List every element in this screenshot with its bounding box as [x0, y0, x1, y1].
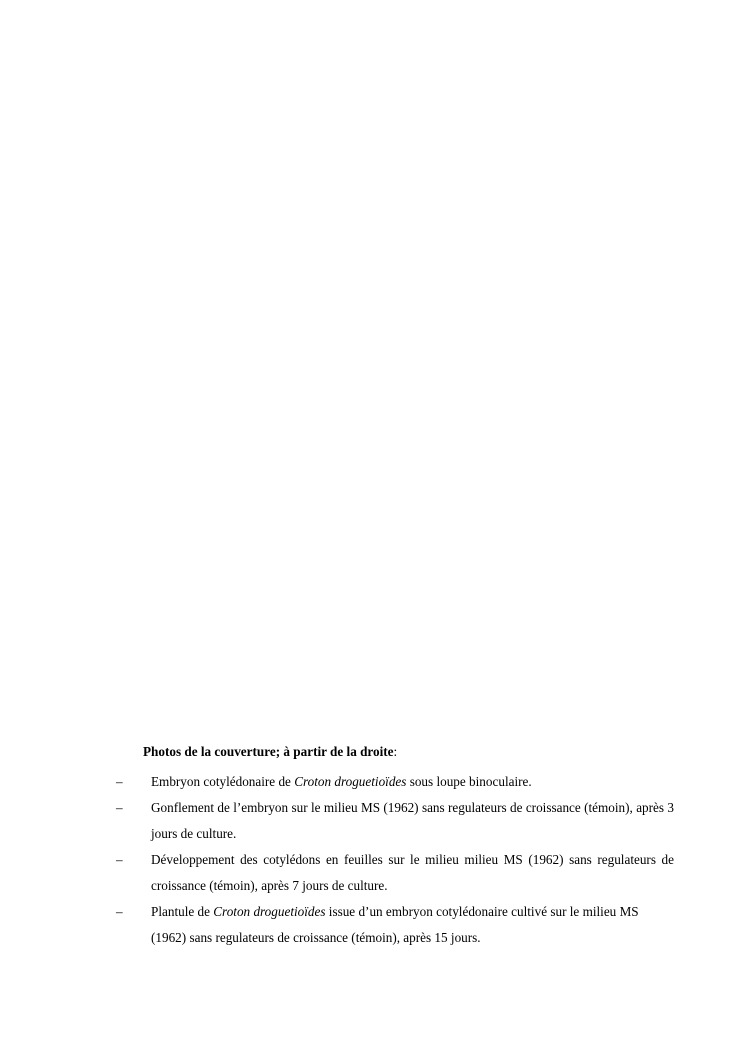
item-text: issue d’un embryon cotylédonaire cultivé sur le milieu MS (1962) sans regulateurs de croissance (témoin), après 15 jours.: [151, 904, 639, 945]
dash-bullet: –: [116, 904, 123, 919]
cover-photo-caption: [116, 742, 674, 951]
caption-list: [116, 769, 674, 951]
item-text: sous loupe binoculaire.: [406, 774, 532, 789]
item-text: Gonflement de l’embryon sur le milieu MS (1962) sans regulateurs de croissance (témoin), après 3 jours de culture.: [151, 800, 674, 841]
list-item: [116, 847, 674, 899]
caption-heading-colon: :: [393, 744, 398, 759]
item-text: Embryon cotylédonaire de: [151, 774, 295, 789]
list-item: [116, 795, 674, 847]
species-name: Croton droguetioïdes: [294, 774, 407, 789]
item-text: Plantule de: [151, 904, 214, 919]
list-item: [116, 769, 674, 795]
item-text: Développement des cotylédons en feuilles sur le milieu milieu MS (1962) sans regulateurs de croissance (témoin), après 7 jours de culture.: [151, 852, 674, 893]
caption-heading-text: Photos de la couverture; à partir de la droite: [143, 744, 394, 759]
caption-heading: [143, 742, 674, 762]
species-name: Croton droguetioïdes: [213, 904, 326, 919]
dash-bullet: –: [116, 800, 123, 815]
list-item: [116, 899, 674, 951]
dash-bullet: –: [116, 774, 123, 789]
dash-bullet: –: [116, 852, 123, 867]
